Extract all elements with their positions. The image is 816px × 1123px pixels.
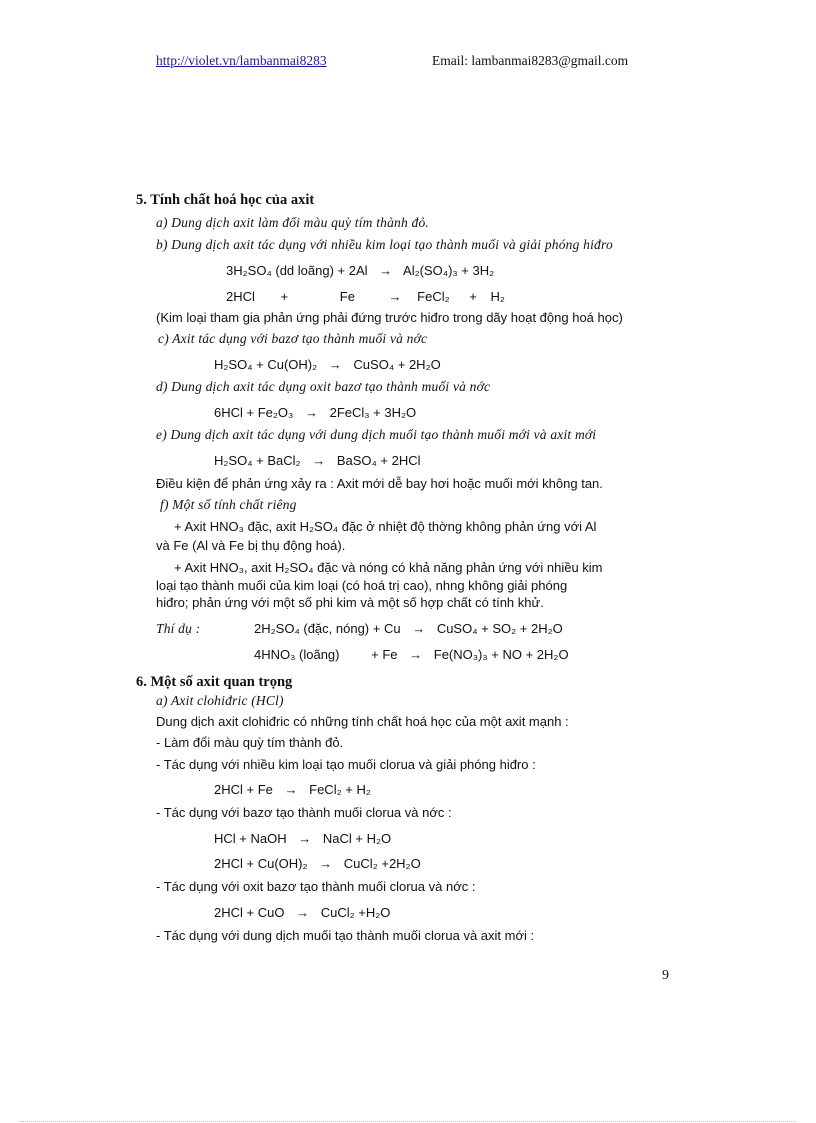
section-6-title: 6. Một số axit quan trọng xyxy=(136,674,293,690)
eq-right: BaSO₄ + 2HCl xyxy=(336,453,421,468)
eq-left: 4HNO₃ (loãng) xyxy=(254,647,340,662)
eq-left: 6HCl + Fe₂O₃ xyxy=(214,405,294,420)
arrow-icon: → xyxy=(319,856,333,871)
eq-right: CuCl₂ +2H₂O xyxy=(343,856,421,871)
s6-p2-equation xyxy=(214,781,371,799)
s5-item-b: b) Dung dịch axit tác dụng với nhiều kim loại tạo thành muối và giải phóng hiđro xyxy=(156,237,613,252)
s5-f1-line2: và Fe (Al và Fe bị thụ động hoá). xyxy=(156,538,346,553)
s6-point-1: - Làm đổi màu quỳ tím thành đỏ. xyxy=(156,735,344,750)
eq-term: FeCl₂ xyxy=(417,289,450,304)
section-5-title: 5. Tính chất hoá học của axit xyxy=(136,192,315,208)
arrow-icon: → xyxy=(409,647,423,662)
eq-left: 2HCl + Cu(OH)₂ xyxy=(214,856,308,871)
eq-left: 2HCl + CuO xyxy=(214,905,285,920)
arrow-icon: → xyxy=(379,263,393,278)
s5-item-f: f) Một số tính chất riêng xyxy=(160,497,297,512)
s5-f2-line1: + Axit HNO₃, axit H₂SO₄ đặc và nóng có khả năng phản ứng với nhiều kim xyxy=(174,560,603,575)
example-equation-1 xyxy=(254,620,563,638)
s5-f1-line1: + Axit HNO₃ đặc, axit H₂SO₄ đặc ở nhiệt độ thờng không phản ứng với Al xyxy=(174,519,597,534)
s6-point-2: - Tác dụng với nhiều kim loại tạo muối clorua và giải phóng hiđro : xyxy=(156,757,536,772)
eq-plus: + xyxy=(280,289,289,304)
eq-right: CuCl₂ +H₂O xyxy=(320,905,391,920)
s6-p4-equation xyxy=(214,904,390,922)
s6-intro: Dung dịch axit clohiđric có những tính chất hoá học của một axit mạnh : xyxy=(156,714,569,729)
eq-right: FeCl₂ + H₂ xyxy=(309,782,371,797)
s5-condition: Điều kiện để phản ứng xảy ra : Axit mới dễ bay hơi hoặc muối mới không tan. xyxy=(156,476,603,491)
s5-f2-line2: loại tạo thành muối của kim loại (có hoá trị cao), nhng không giải phóng xyxy=(156,578,568,593)
arrow-icon: → xyxy=(412,621,426,636)
eq-right: CuSO₄ + 2H₂O xyxy=(353,357,441,372)
s5-c-equation xyxy=(214,356,441,374)
arrow-icon: → xyxy=(296,905,310,920)
header-link[interactable]: http://violet.vn/lambanmai8283 xyxy=(156,53,327,68)
s6-point-4: - Tác dụng với oxit bazơ tạo thành muối clorua và nớc : xyxy=(156,879,476,894)
eq-plus: + xyxy=(469,289,477,304)
arrow-icon: → xyxy=(298,831,312,846)
s5-note: (Kim loại tham gia phản ứng phải đứng trước hiđro trong dãy hoạt động hoá học) xyxy=(156,310,623,325)
s6-p3-equation-1 xyxy=(214,830,391,848)
arrow-icon: → xyxy=(304,405,318,420)
arrow-icon: → xyxy=(312,453,326,468)
arrow-icon: → xyxy=(284,782,298,797)
bottom-divider xyxy=(20,1121,796,1122)
eq-term: + Fe xyxy=(371,647,398,662)
eq-right: NaCl + H₂O xyxy=(322,831,392,846)
eq-term: 2HCl xyxy=(226,289,255,304)
header-email: Email: lambanmai8283@gmail.com xyxy=(432,53,629,68)
example-label: Thí dụ : xyxy=(156,621,201,636)
page-number: 9 xyxy=(662,968,669,983)
arrow-icon: → xyxy=(328,357,342,372)
s5-item-c: c) Axit tác dụng với bazơ tạo thành muối và nớc xyxy=(158,331,428,346)
s6-point-3: - Tác dụng với bazơ tạo thành muối clorua và nớc : xyxy=(156,805,452,820)
s6-item-a: a) Axit clohiđric (HCl) xyxy=(156,693,284,708)
eq-right: Al₂(SO₄)₃ + 3H₂ xyxy=(403,263,495,278)
eq-left: 2HCl + Fe xyxy=(214,782,273,797)
s5-d-equation xyxy=(214,404,416,422)
s6-p3-equation-2 xyxy=(214,855,421,873)
eq-left: H₂SO₄ + BaCl₂ xyxy=(214,453,301,468)
eq-right: 2FeCl₃ + 3H₂O xyxy=(329,405,417,420)
eq-term: H₂ xyxy=(490,289,505,304)
s5-item-a: a) Dung dịch axit làm đổi màu quỳ tím thành đỏ. xyxy=(156,215,429,230)
eq-term: Fe xyxy=(339,289,355,304)
s5-item-d: d) Dung dịch axit tác dụng oxit bazơ tạo thành muối và nớc xyxy=(156,379,491,394)
s6-point-5: - Tác dụng với dung dịch muối tạo thành muối clorua và axit mới : xyxy=(156,928,535,943)
eq-right: Fe(NO₃)₃ + NO + 2H₂O xyxy=(433,647,569,662)
eq-left: 2H₂SO₄ (đặc, nóng) + Cu xyxy=(254,621,401,636)
s5-e-equation xyxy=(214,452,421,470)
eq-left: HCl + NaOH xyxy=(214,831,287,846)
s5-item-e: e) Dung dịch axit tác dụng với dung dịch muối tạo thành muối mới và axit mới xyxy=(156,427,597,442)
example-equation-2 xyxy=(254,646,569,664)
s5-f2-line3: hiđro; phản ứng với một số phi kim và một số hợp chất có tính khử. xyxy=(156,595,544,610)
eq-right: CuSO₄ + SO₂ + 2H₂O xyxy=(436,621,563,636)
s5-b-equation-1 xyxy=(226,262,494,280)
eq-left: H₂SO₄ + Cu(OH)₂ xyxy=(214,357,318,372)
eq-left: 3H₂SO₄ (dd loãng) + 2Al xyxy=(226,263,368,278)
s5-b-equation-2 xyxy=(226,288,505,306)
arrow-icon: → xyxy=(388,289,402,304)
